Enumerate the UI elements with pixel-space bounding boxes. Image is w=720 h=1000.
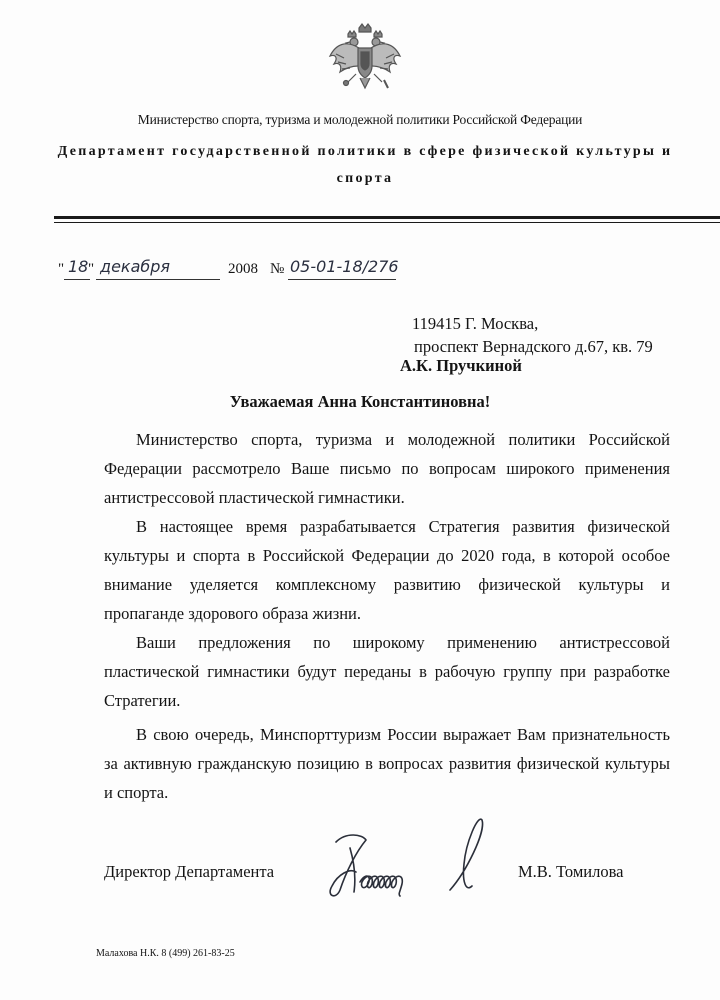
body-paragraph-2: В настоящее время разрабатывается Стратегия развития физической культуры и спорта в Российской Федерации до 2020 года, в которой особое внимание уделяется комплексному развитию физической культуры и пропаганде здорового образа жизни.	[104, 517, 670, 623]
number-underline	[288, 279, 396, 280]
letterhead-divider	[54, 216, 720, 226]
date-open-quote: "	[58, 261, 65, 277]
day-underline	[64, 279, 90, 280]
recipient-name: А.К. Пручкиной	[400, 356, 522, 375]
recipient-address	[412, 312, 653, 358]
address-line-1: 119415 Г. Москва,	[412, 314, 539, 333]
executor-contact: Малахова Н.К. 8 (499) 261-83-25	[96, 948, 235, 959]
department-name: Департамент государственной политики в сфере физической культуры и спорта	[57, 144, 673, 186]
month-underline	[96, 279, 220, 280]
date-year: 2008	[228, 261, 258, 277]
body-paragraph-3: Ваши предложения по широкому применению антистрессовой пластической гимнастики будут переданы в рабочую группу при разработке Стратегии.	[104, 633, 670, 710]
letter-date-number	[58, 255, 418, 285]
date-close-quote: "	[88, 261, 95, 277]
letter-number: 05-01-18/276	[290, 257, 399, 276]
salutation: Уважаемая Анна Константиновна!	[229, 392, 491, 411]
handwritten-signature-icon	[316, 812, 496, 912]
address-line-2: проспект Вернадского д.67, кв. 79	[414, 337, 653, 356]
signer-title: Директор Департамента	[104, 862, 275, 881]
date-day: 18	[68, 257, 89, 276]
date-month: декабря	[100, 257, 171, 276]
number-label: №	[270, 261, 285, 277]
body-paragraph-1: Министерство спорта, туризма и молодежной политики Российской Федерации рассмотрело Ваше письмо по вопросам широкого применения антистрессовой пластической гимнастики.	[104, 430, 670, 507]
body-paragraph-4: В свою очередь, Минспорттуризм России выражает Вам признательность за активную гражданскую позицию в вопросах развития физической культуры и спорта.	[104, 725, 670, 802]
ministry-name: Министерство спорта, туризма и молодежной политики Российской Федерации	[137, 112, 583, 127]
double-headed-eagle-emblem-icon	[326, 22, 404, 94]
signer-name: М.В. Томилова	[518, 862, 624, 881]
